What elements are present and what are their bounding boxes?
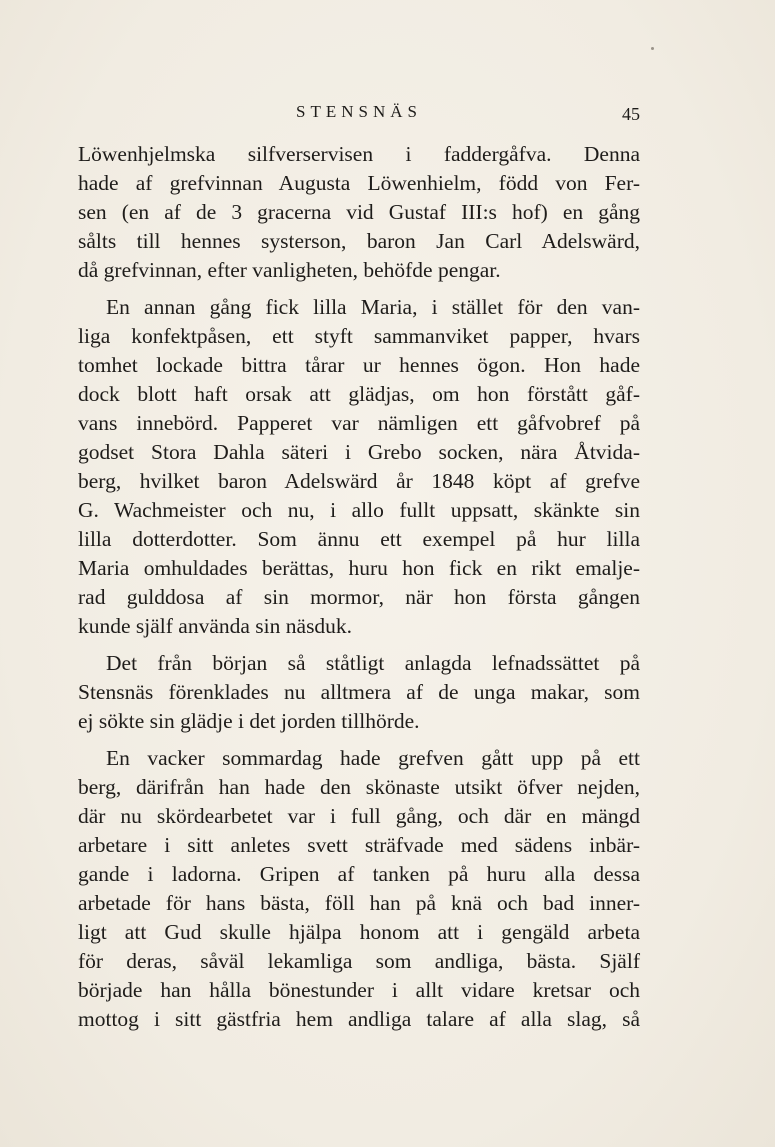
text-line: Stensnäs förenklades nu alltmera af de unga makar, som [78, 680, 640, 704]
text-line: för deras, såväl lekamliga som andliga, bästa. Själf [78, 949, 640, 973]
text-line: ligt att Gud skulle hjälpa honom att i gengäld arbeta [78, 920, 640, 944]
text-line: lilla dotterdotter. Som ännu ett exempel på hur lilla [78, 527, 640, 551]
paper-speck [651, 47, 654, 50]
text-line: Maria omhuldades berättas, huru hon fick en rikt emalje- [78, 556, 640, 580]
text-line: då grefvinnan, efter vanligheten, behöfde pengar. [78, 258, 501, 282]
paragraph-2 [78, 293, 640, 641]
text-line: G. Wachmeister och nu, i allo fullt uppsatt, skänkte sin [78, 498, 640, 522]
page-header [78, 100, 640, 126]
text-line: sålts till hennes systerson, baron Jan Carl Adelswärd, [78, 229, 640, 253]
text-line: arbetare i sitt anletes svett sträfvade med sädens inbär- [78, 833, 640, 857]
text-line: dock blott haft orsak att glädjas, om hon förstått gåf- [78, 382, 640, 406]
text-line: godset Stora Dahla säteri i Grebo socken, nära Åtvida- [78, 440, 640, 464]
paragraph-4 [78, 744, 640, 1034]
body-text [78, 140, 640, 1042]
text-line: En annan gång fick lilla Maria, i stället för den van- [106, 295, 640, 319]
text-line: berg, hvilket baron Adelswärd år 1848 köpt af grefve [78, 469, 640, 493]
running-title: STENSNÄS [296, 102, 422, 121]
text-line: liga konfektpåsen, ett styft sammanviket papper, hvars [78, 324, 640, 348]
text-line: arbetade för hans bästa, föll han på knä och bad inner- [78, 891, 640, 915]
text-line: mottog i sitt gästfria hem andliga talare af alla slag, så [78, 1007, 640, 1031]
text-line: sen (en af de 3 gracerna vid Gustaf III:s hof) en gång [78, 200, 640, 224]
text-line: vans innebörd. Papperet var nämligen ett gåfvobref på [78, 411, 640, 435]
text-line: Löwenhjelmska silfverservisen i faddergåfva. Denna [78, 142, 640, 166]
text-line: började han hålla bönestunder i allt vidare kretsar och [78, 978, 640, 1002]
text-line: hade af grefvinnan Augusta Löwenhielm, född von Fer- [78, 171, 640, 195]
text-line: där nu skördearbetet var i full gång, och där en mängd [78, 804, 640, 828]
text-line: gande i ladorna. Gripen af tanken på huru alla dessa [78, 862, 640, 886]
text-line: rad gulddosa af sin mormor, när hon första gången [78, 585, 640, 609]
text-line: tomhet lockade bittra tårar ur hennes ögon. Hon hade [78, 353, 640, 377]
text-line: Det från början så ståtligt anlagda lefnadssättet på [106, 651, 640, 675]
text-line: En vacker sommardag hade grefven gått upp på ett [106, 746, 640, 770]
text-line: ej sökte sin glädje i det jorden tillhörde. [78, 709, 420, 733]
paragraph-1 [78, 140, 640, 285]
page-number: 45 [622, 104, 640, 124]
text-line: kunde själf använda sin näsduk. [78, 614, 353, 638]
text-line: berg, därifrån han hade den skönaste utsikt öfver nejden, [78, 775, 640, 799]
paragraph-3 [78, 649, 640, 736]
